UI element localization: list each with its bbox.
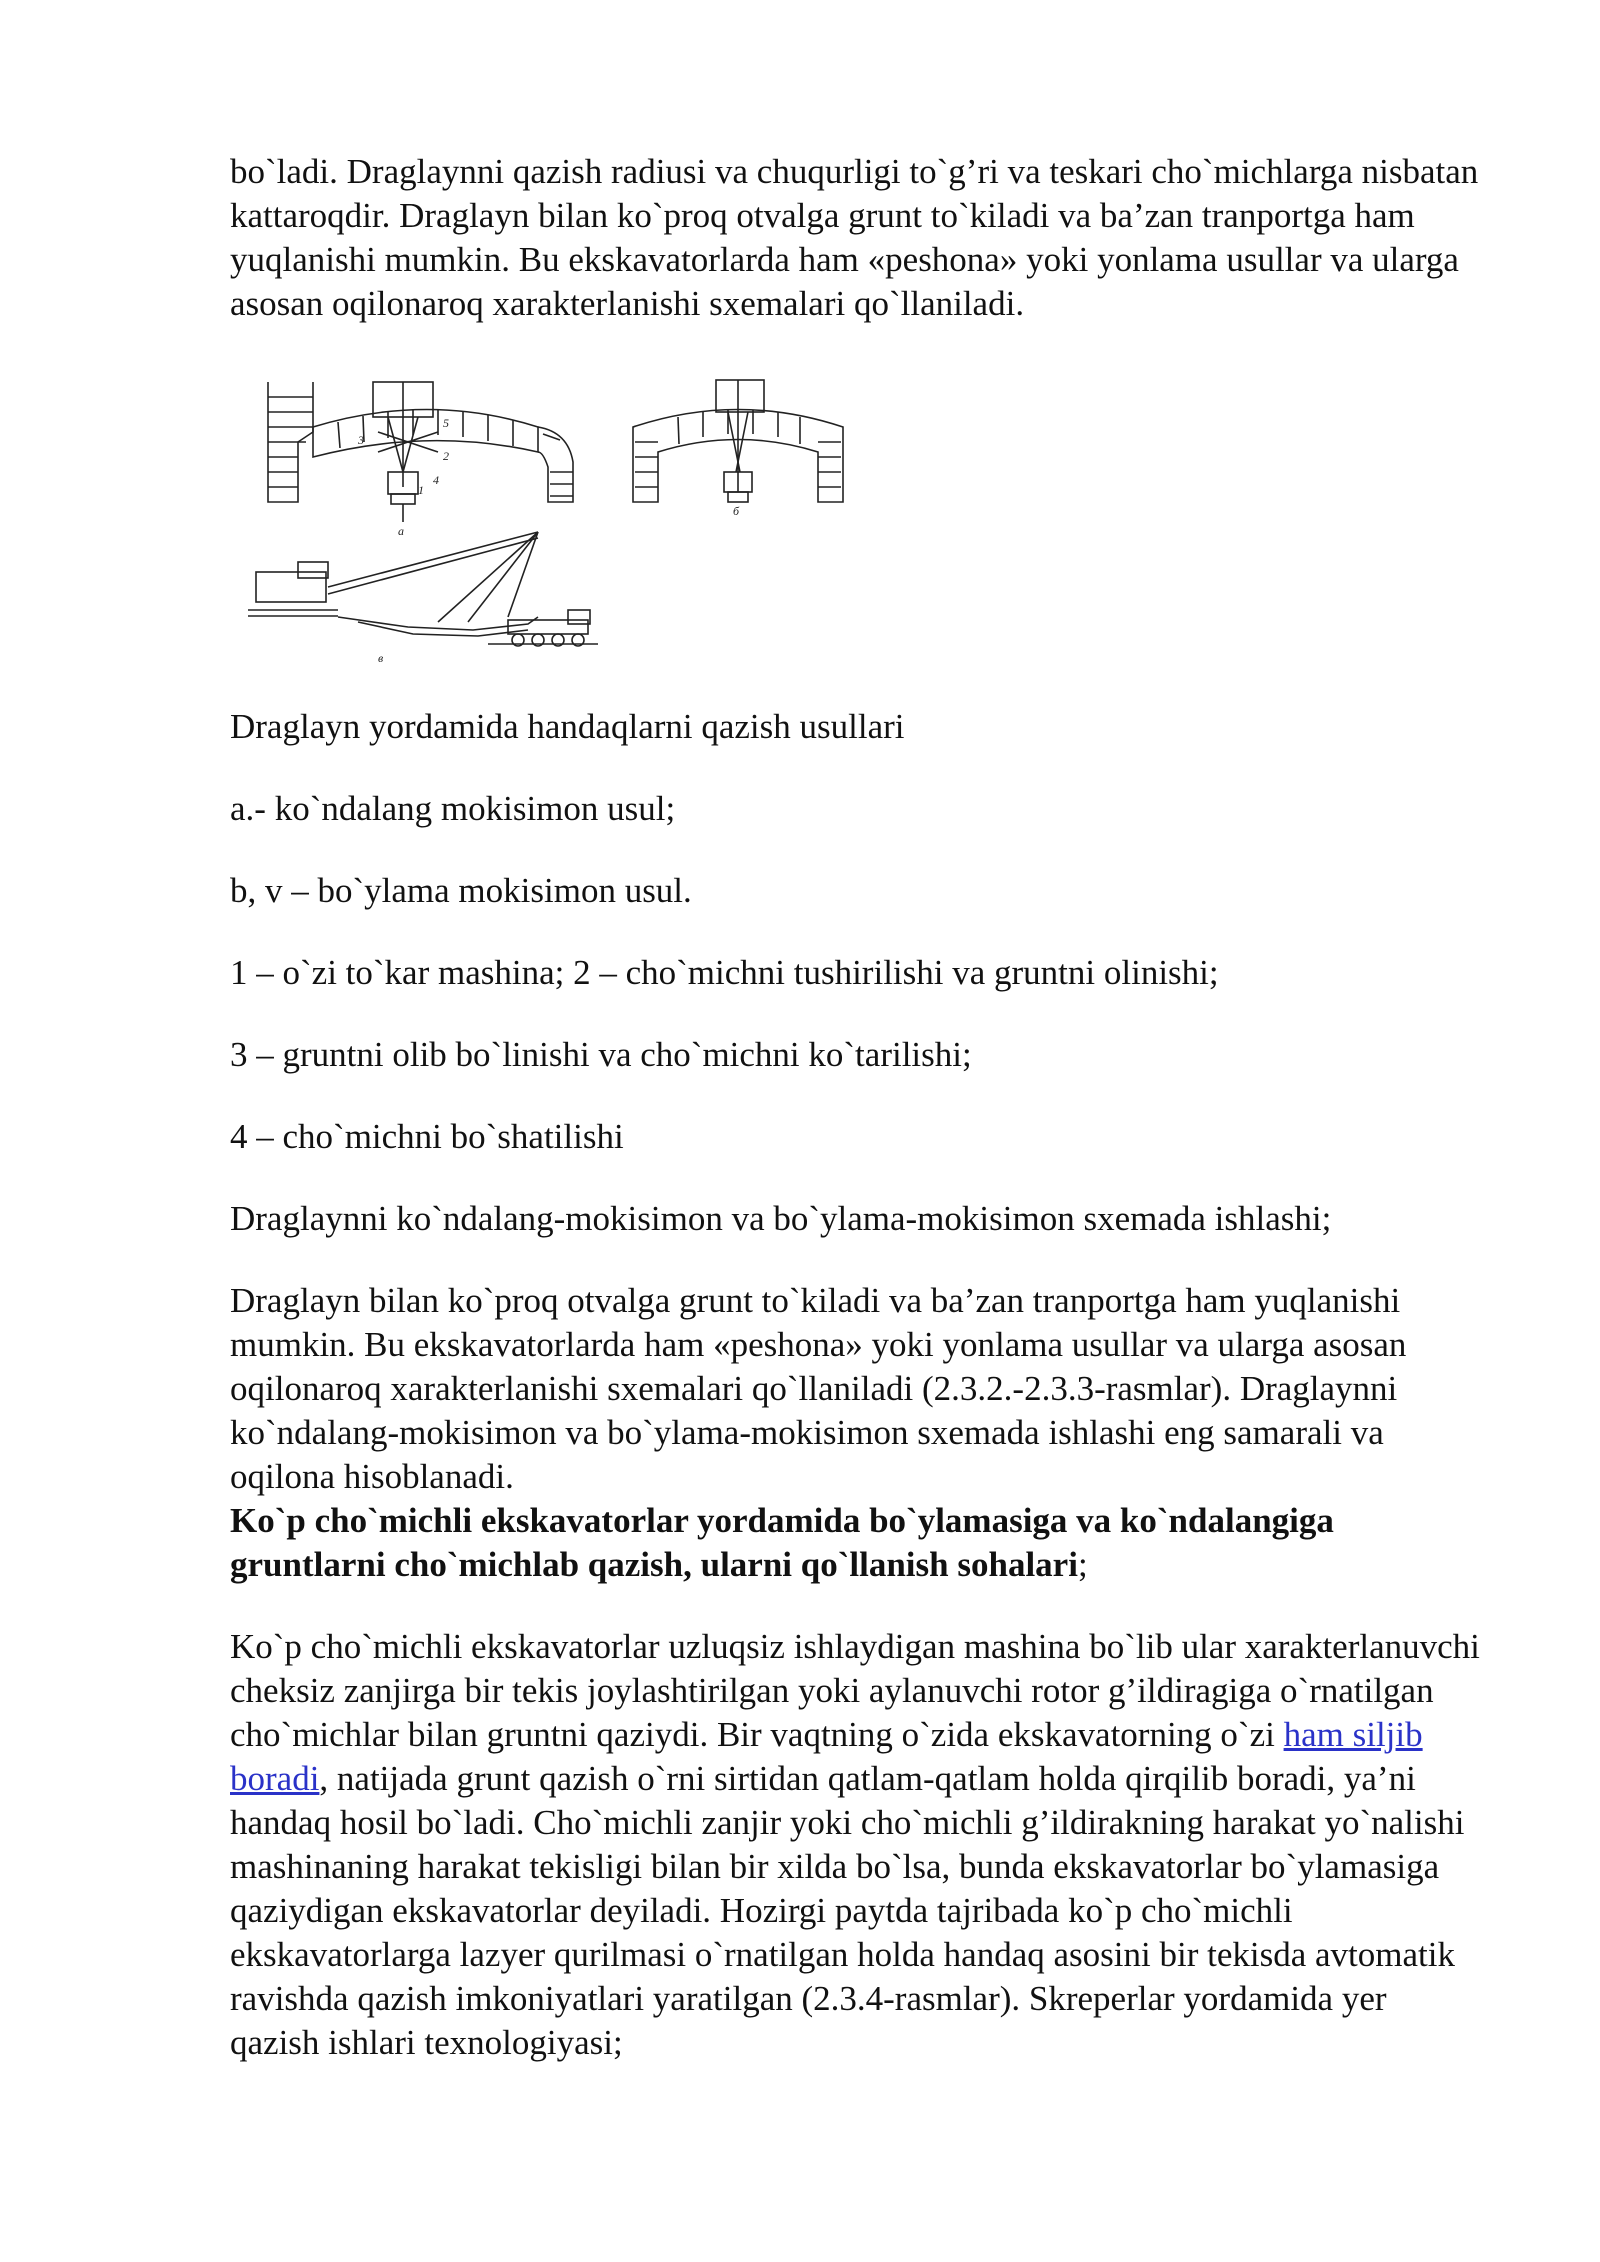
figure-label-3: 3 — [358, 433, 364, 447]
scheme-a-right-wall — [538, 427, 573, 502]
section-heading-tail: ; — [1077, 1545, 1088, 1584]
section-heading-text: Ko`p cho`michli ekskavatorlar yordamida bo`ylamasiga va ko`ndalangiga gruntlarni cho`michlab qazish, ularni qo`llanish sohalari — [230, 1501, 1334, 1584]
paragraph-3 — [230, 1625, 1480, 2065]
figure-label-4: 4 — [433, 473, 439, 487]
scheme-a-machine — [373, 382, 438, 522]
figure-label-5: 5 — [443, 416, 449, 430]
legend-item-bv: b, v – bo`ylama mokisimon usul. — [230, 871, 692, 910]
figure-label-b: б — [733, 504, 740, 518]
legend-item-a: a.- ko`ndalang mokisimon usul; — [230, 789, 676, 828]
intro-paragraph: bo`ladi. Draglaynni qazish radiusi va chuqurligi to`g’ri va teskari cho`michlarga nisbatan kattaroqdir. Draglayn bilan ko`proq otvalga grunt to`kiladi va ba’zan tranportga ham yuqlanishi mumkin. Bu ekskavatorlarda ham «peshona» yoki yonlama usullar va ularga asosan oqilonaroq xarakterlanishi sxemalari qo`llaniladi. — [230, 152, 1479, 323]
ham-siljib-boradi-link[interactable]: ham siljib boradi — [230, 1715, 1423, 1798]
scheme-v — [248, 532, 598, 646]
legend-item-3: 3 – gruntni olib bo`linishi va cho`michni ko`tarilishi; — [230, 1035, 972, 1074]
paragraph-3-part-1: Ko`p cho`michli ekskavatorlar uzluqsiz ishlaydigan mashina bo`lib ular xarakterlanuvchi cheksiz zanjirga bir tekis joylashtirilgan yoki aylanuvchi rotor g’ildiragiga o`rnatilgan cho`michlar bilan gruntni qaziydi. Bir vaqtning o`zida ekskavatorning o`zi — [230, 1627, 1480, 1754]
section-heading — [230, 1499, 1480, 1587]
figure-label-a: a — [398, 524, 404, 538]
figure-label-v: в — [378, 651, 384, 665]
draglayn-scheme-figure — [238, 372, 898, 672]
legend-items-1-2: 1 – o`zi to`kar mashina; 2 – cho`michni tushirilishi va gruntni olinishi; — [230, 953, 1219, 992]
figure-caption: Draglayn yordamida handaqlarni qazish usullari — [230, 707, 905, 746]
paragraph-3-part-2: , natijada grunt qazish o`rni sirtidan qatlam-qatlam holda qirqilib boradi, ya’ni handaq hosil bo`ladi. Cho`michli zanjir yoki cho`michli g’ildirakning harakat yo`nalishi mashinaning harakat tekisligi bilan bir xilda bo`lsa, bunda ekskavatorlar bo`ylamasiga qaziydigan ekskavatorlar deyiladi. Hozirgi paytda tajribada ko`p cho`michli ekskavatorlarga lazyer qurilmasi o`rnatilgan holda handaq asosini bir tekisda avtomatik ravishda qazish imkoniyatlari yaratilgan (2.3.4-rasmlar). Skreperlar yordamida yer qazish ishlari texnologiyasi; — [230, 1759, 1465, 2062]
statement-paragraph: Draglaynni ko`ndalang-mokisimon va bo`ylama-mokisimon sxemada ishlashi; — [230, 1199, 1332, 1238]
document-body-continued — [230, 705, 1480, 2065]
figure-label-1: 1 — [418, 483, 424, 497]
document-body — [230, 150, 1480, 326]
scheme-a-left-wall — [268, 382, 313, 502]
figure-label-2: 2 — [443, 449, 449, 463]
scheme-b — [633, 380, 843, 502]
legend-item-4: 4 – cho`michni bo`shatilishi — [230, 1117, 624, 1156]
paragraph-2: Draglayn bilan ko`proq otvalga grunt to`kiladi va ba’zan tranportga ham yuqlanishi mumkin. Bu ekskavatorlarda ham «peshona» yoki yonlama usullar va ularga asosan oqilonaroq xarakterlanishi sxemalari qo`llaniladi (2.3.2.-2.3.3-rasmlar). Draglaynni ko`ndalang-mokisimon va bo`ylama-mokisimon sxemada ishlashi eng samarali va oqilona hisoblanadi. — [230, 1281, 1407, 1496]
